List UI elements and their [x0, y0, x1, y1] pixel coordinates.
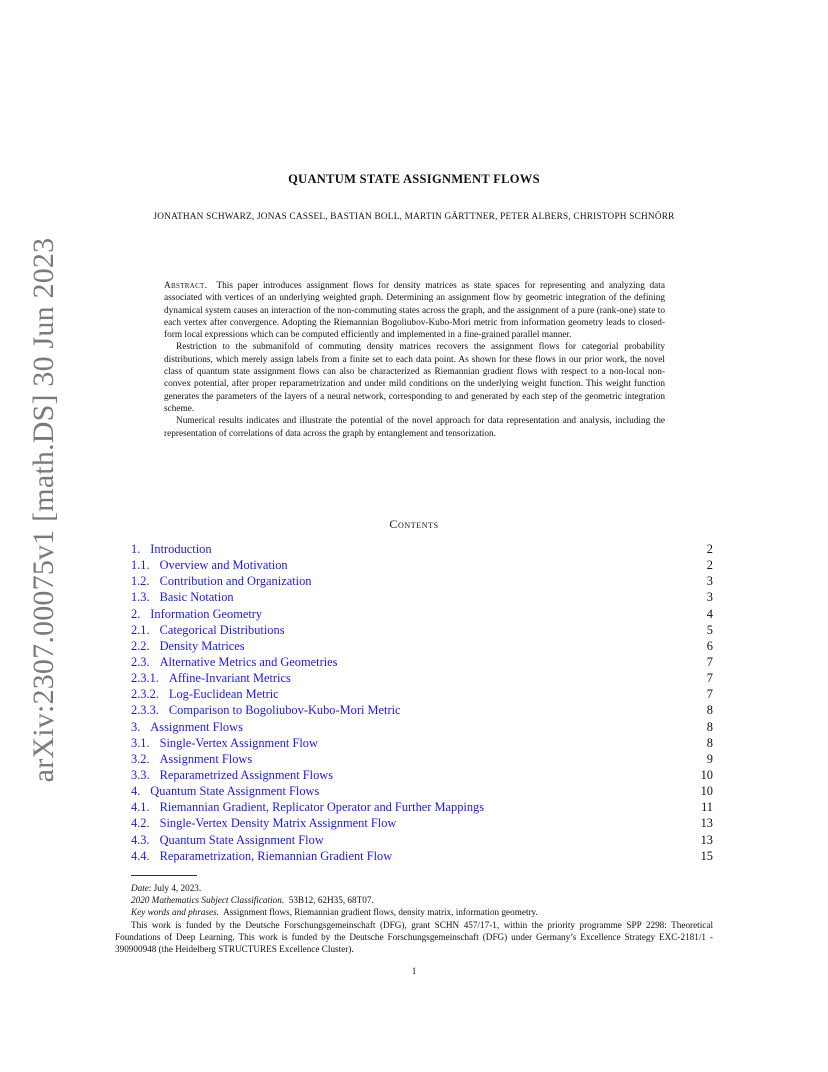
msc-label: 2020 Mathematics Subject Classification. [131, 895, 285, 906]
toc-entry-link[interactable]: Quantum State Assignment Flows [150, 784, 320, 799]
table-of-contents [131, 541, 713, 864]
toc-entry-link[interactable]: Density Matrices [159, 638, 245, 653]
toc-entry-link[interactable]: Single-Vertex Density Matrix Assignment Flow [159, 816, 397, 831]
footnote-date [115, 882, 713, 894]
toc-entry-page: 15 [700, 848, 713, 863]
abstract [164, 280, 665, 440]
footnote-rule [131, 875, 197, 876]
toc-entry[interactable] [131, 654, 713, 670]
toc-entry-number[interactable]: 3.1. [131, 735, 150, 750]
toc-entry-page: 8 [706, 719, 713, 734]
toc-entry-number[interactable]: 1. [131, 542, 141, 556]
toc-entry-link[interactable]: Introduction [150, 542, 212, 556]
toc-entry-link[interactable]: Affine-Invariant Metrics [168, 671, 291, 686]
toc-entry-link[interactable]: Log-Euclidean Metric [168, 687, 279, 702]
toc-entry-page: 10 [700, 784, 713, 799]
toc-entry-page: 3 [706, 574, 713, 589]
contents-heading: Contents [389, 517, 439, 531]
toc-entry-link[interactable]: Assignment Flows [150, 719, 243, 734]
footnote-msc [115, 894, 713, 906]
toc-entry-link[interactable]: Categorical Distributions [159, 622, 285, 637]
date-label: Date [131, 883, 149, 893]
toc-entry[interactable] [131, 832, 713, 848]
toc-entry[interactable] [131, 799, 713, 815]
toc-entry[interactable] [131, 638, 713, 654]
toc-entry-link[interactable]: Single-Vertex Assignment Flow [159, 735, 318, 750]
toc-entry-page: 7 [706, 654, 713, 669]
paper-title: QUANTUM STATE ASSIGNMENT FLOWS [288, 172, 540, 186]
toc-entry-link[interactable]: Assignment Flows [159, 751, 253, 766]
toc-entry[interactable] [131, 686, 713, 702]
toc-entry-page: 8 [706, 703, 713, 718]
toc-entry-link[interactable]: Basic Notation [159, 590, 234, 605]
toc-entry[interactable] [131, 670, 713, 686]
toc-entry-number[interactable]: 4.3. [131, 832, 150, 847]
toc-entry-link[interactable]: Quantum State Assignment Flow [159, 832, 324, 847]
toc-entry-number[interactable]: 3. [131, 719, 141, 734]
toc-entry-link[interactable]: Contribution and Organization [159, 574, 312, 589]
toc-entry-number[interactable]: 4.4. [131, 848, 150, 863]
toc-entry-page: 10 [700, 767, 713, 782]
toc-entry-number[interactable]: 2.2. [131, 638, 150, 653]
toc-entry-page: 7 [706, 671, 713, 686]
date-value: : July 4, 2023. [148, 883, 202, 893]
toc-entry-link[interactable]: Overview and Motivation [159, 558, 288, 573]
toc-entry-number[interactable]: 2.3.3. [131, 703, 159, 718]
toc-entry[interactable] [131, 541, 713, 557]
toc-entry-page: 7 [706, 687, 713, 702]
toc-entry-number[interactable]: 1.1. [131, 558, 150, 573]
toc-entry[interactable] [131, 751, 713, 767]
page-number: 1 [411, 966, 417, 976]
toc-entry[interactable] [131, 606, 713, 622]
toc-entry-number[interactable]: 1.2. [131, 574, 150, 589]
abstract-label: Abstract. [164, 281, 208, 291]
toc-entry-link[interactable]: Alternative Metrics and Geometries [159, 654, 338, 669]
abstract-text-1: This paper introduces assignment flows for density matrices as state spaces for representing and analyzing data associated with vertices of an underlying weighted graph. Determining an assignment flow by geometric integration of the defining dynamical system causes an interaction of the non-commuting states across the graph, and the assignment of a pure (rank-one) state to each vertex after convergence. Adopting the Riemannian Bogoliubov-Kubo-Mori metric from information geometry leads to closed-form local expressions which can be computed efficiently and implemented in a fine-grained parallel manner. [164, 281, 665, 341]
toc-entry-page: 8 [706, 735, 713, 750]
arxiv-identifier: arXiv:2307.00075v1 [math.DS] 30 Jun 2023 [27, 237, 60, 783]
footnote-funding: This work is funded by the Deutsche Forschungsgemeinschaft (DFG), grant SCHN 457/17-1, within the priority programme SPP 2298: Theoretical Foundations of Deep Learning. This work is funded by the Deutsche Forschungsgemeinschaft (DFG) under Germany’s Excellence Strategy EXC-2181/1 - 390900948 (the Heidelberg STRUCTURES Excellence Cluster). [115, 919, 713, 955]
toc-entry-link[interactable]: Information Geometry [150, 606, 263, 621]
toc-entry-page: 13 [700, 816, 713, 831]
toc-entry-number[interactable]: 2.3.1. [131, 671, 159, 686]
toc-entry-page: 9 [706, 751, 713, 766]
toc-entry-link[interactable]: Reparametrized Assignment Flows [159, 767, 334, 782]
msc-value: 53B12, 62H35, 68T07. [288, 895, 374, 906]
keywords-value: Assignment flows, Riemannian gradient flows, density matrix, information geometry. [223, 907, 538, 918]
toc-entry[interactable] [131, 735, 713, 751]
toc-entry-number[interactable]: 4.1. [131, 800, 150, 815]
toc-entry-page: 13 [700, 832, 713, 847]
toc-entry-number[interactable]: 2.3.2. [131, 687, 159, 702]
toc-entry-number[interactable]: 4. [131, 784, 141, 799]
toc-entry-link[interactable]: Riemannian Gradient, Replicator Operator and Further Mappings [159, 800, 485, 815]
abstract-paragraph-3: Numerical results indicates and illustrate the potential of the novel approach for data representation and analysis, including the representation of correlations of data across the graph by entanglement and tensorization. [164, 416, 665, 439]
toc-entry-link[interactable]: Reparametrization, Riemannian Gradient Flow [159, 848, 393, 863]
toc-entry-page: 4 [706, 606, 713, 621]
toc-entry-number[interactable]: 2.3. [131, 654, 150, 669]
toc-entry-number[interactable]: 3.3. [131, 767, 150, 782]
toc-entry-page: 6 [706, 638, 713, 653]
toc-entry-number[interactable]: 3.2. [131, 751, 150, 766]
abstract-paragraph-1 [164, 280, 665, 341]
toc-entry[interactable] [131, 815, 713, 831]
toc-entry-number[interactable]: 2.1. [131, 622, 150, 637]
author-list: JONATHAN SCHWARZ, JONAS CASSEL, BASTIAN BOLL, MARTIN GÄRTTNER, PETER ALBERS, CHRISTOPH SCHNÖRR [153, 212, 675, 222]
toc-entry-number[interactable]: 4.2. [131, 816, 150, 831]
toc-entry[interactable] [131, 557, 713, 573]
toc-entry[interactable] [131, 589, 713, 605]
toc-entry-page: 3 [706, 590, 713, 605]
toc-entry-page: 2 [706, 558, 713, 573]
toc-entry[interactable] [131, 622, 713, 638]
toc-entry[interactable] [131, 783, 713, 799]
toc-entry-link[interactable]: Comparison to Bogoliubov-Kubo-Mori Metric [168, 703, 401, 718]
abstract-paragraph-2: Restriction to the submanifold of commuting density matrices recovers the assignment flows for categorial probability distributions, which merely assign labels from a finite set to each data point. As shown for these flows in our prior work, the novel class of quantum state assignment flows can also be characterized as Riemannian gradient flows with respect to a non-local non-convex potential, after proper reparametrization and under mild conditions on the underlying weight function. This weight function generates the parameters of the layers of a neural network, corresponding to and generated by each step of the geometric integration scheme. [164, 342, 665, 414]
toc-entry[interactable] [131, 848, 713, 864]
toc-entry[interactable] [131, 719, 713, 735]
toc-entry-page: 5 [706, 622, 713, 637]
keywords-label: Key words and phrases. [131, 907, 219, 918]
toc-entry-page: 11 [701, 800, 713, 815]
toc-entry[interactable] [131, 767, 713, 783]
toc-entry[interactable] [131, 573, 713, 589]
toc-entry-page: 2 [706, 542, 713, 556]
toc-entry-number[interactable]: 1.3. [131, 590, 150, 605]
toc-entry-number[interactable]: 2. [131, 606, 141, 621]
footnote-keywords [115, 906, 713, 918]
footnotes [115, 882, 713, 955]
toc-entry[interactable] [131, 702, 713, 718]
